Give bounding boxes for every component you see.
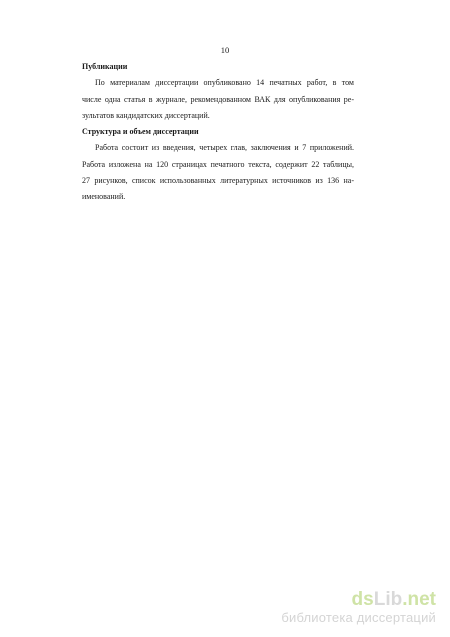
paragraph-line: Работа изложена на 120 страницах печатного текста, содержит 22 таблицы, — [82, 160, 354, 169]
paragraph-line: 27 рисунков, список использованных литературных источников из 136 на- — [82, 176, 354, 185]
watermark-logo — [281, 590, 436, 610]
watermark-logo-lib: Lib — [373, 589, 403, 610]
paragraph-line: Работа состоит из введения, четырех глав, заключения и 7 приложений. — [95, 143, 354, 152]
paragraph-line: именований. — [82, 192, 126, 201]
watermark-logo-ds: ds — [351, 589, 374, 610]
watermark — [281, 590, 436, 625]
paragraph-line: По материалам диссертации опубликовано 14 печатных работ, в том — [95, 78, 354, 87]
watermark-subtitle: библиотека диссертаций — [281, 610, 436, 625]
watermark-logo-tld: .net — [402, 589, 436, 610]
section-heading-structure: Структура и объем диссертации — [82, 127, 199, 136]
section-heading-publications: Публикации — [82, 62, 128, 71]
paragraph-line: зультатов кандидатских диссертаций. — [82, 111, 210, 120]
paragraph-line: числе одна статья в журнале, рекомендованном ВАК для опубликования ре- — [82, 95, 354, 104]
page-number: 10 — [220, 45, 230, 55]
